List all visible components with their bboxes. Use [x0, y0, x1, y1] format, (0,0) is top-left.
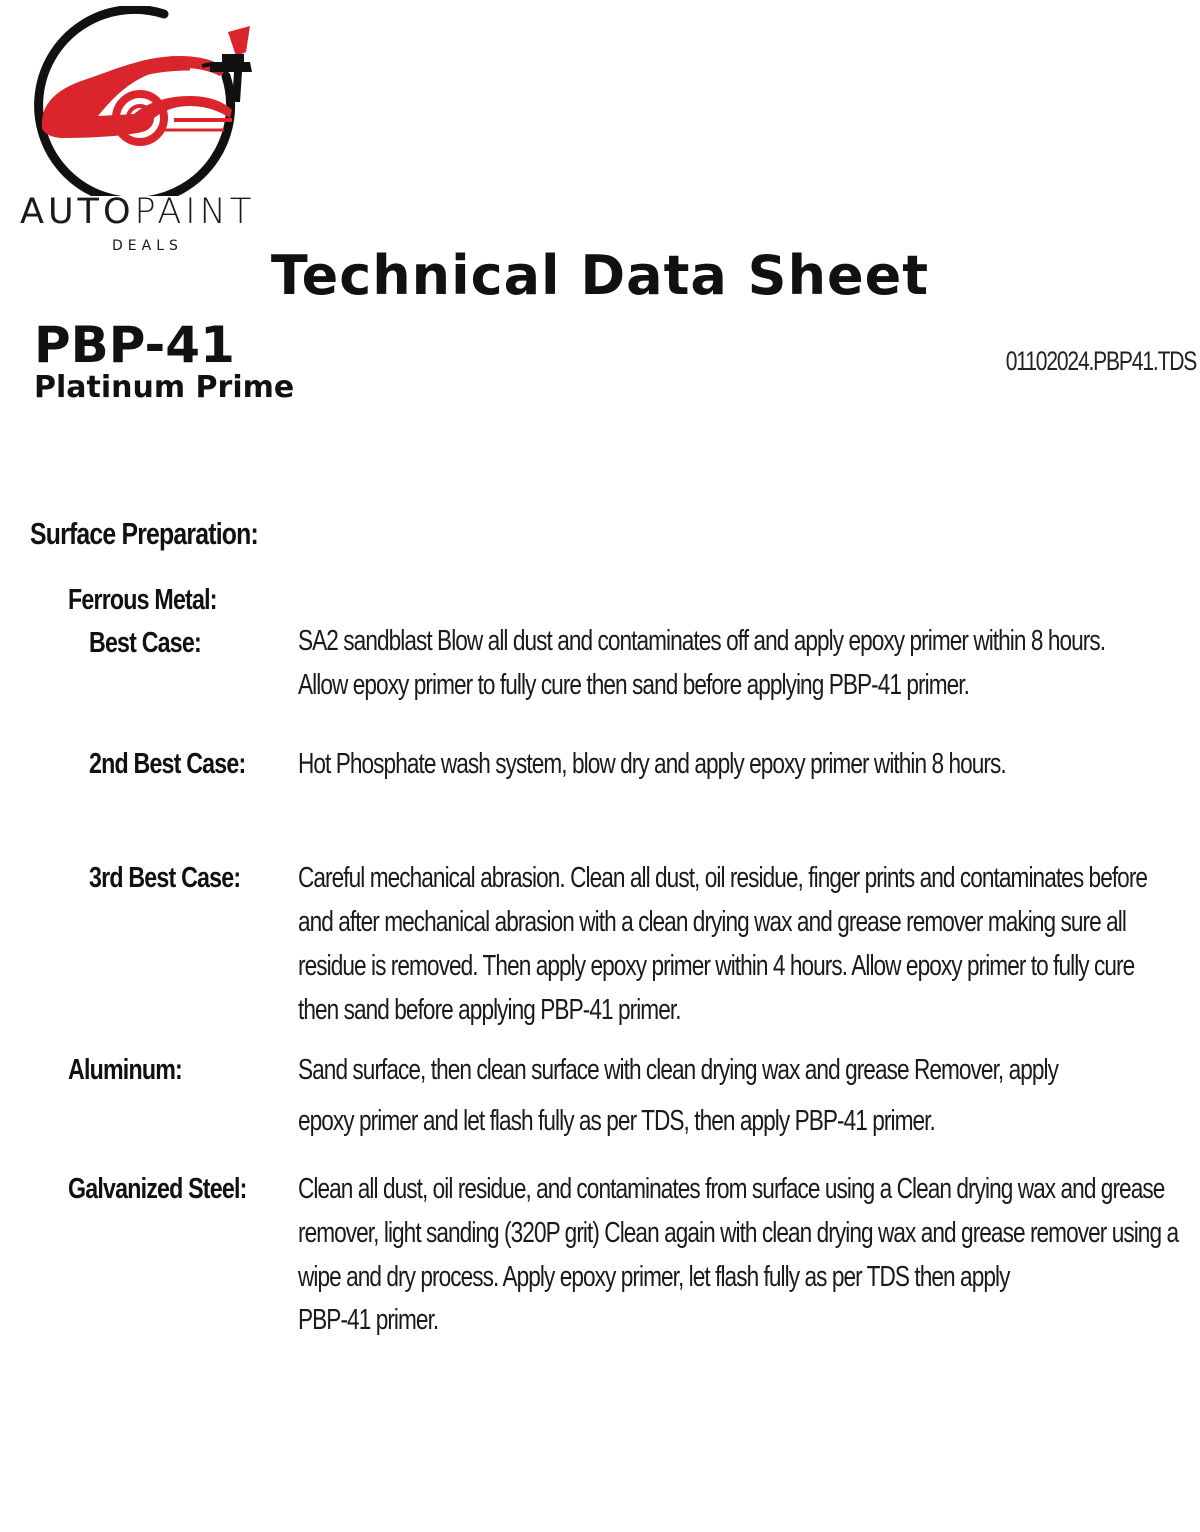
- brand-name-part2: PAINT: [134, 192, 256, 232]
- third-best-case-line: residue is removed. Then apply epoxy primer within 4 hours. Allow epoxy primer to fully cure: [298, 950, 1135, 982]
- label-third-best-case: 3rd Best Case:: [89, 862, 241, 894]
- third-best-case-line: then sand before applying PBP-41 primer.: [298, 994, 681, 1026]
- label-galvanized-steel: Galvanized Steel:: [68, 1173, 247, 1205]
- best-case-line: Allow epoxy primer to fully cure then sand before applying PBP-41 primer.: [298, 669, 969, 701]
- brand-logo: [14, 6, 294, 256]
- label-best-case: Best Case:: [89, 627, 201, 659]
- aluminum-line: epoxy primer and let flash fully as per TDS, then apply PBP-41 primer.: [298, 1105, 935, 1137]
- document-reference: 01102024.PBP41.TDS: [1005, 346, 1196, 376]
- galvanized-steel-line: wipe and dry process. Apply epoxy primer, let flash fully as per TDS then apply: [298, 1261, 1010, 1293]
- aluminum-line: Sand surface, then clean surface with clean drying wax and grease Remover, apply: [298, 1054, 1059, 1086]
- document-title: Technical Data Sheet: [270, 244, 930, 307]
- label-aluminum: Aluminum:: [68, 1054, 182, 1086]
- label-ferrous-metal: Ferrous Metal:: [68, 584, 217, 616]
- product-code: PBP-41: [34, 316, 235, 374]
- label-second-best-case: 2nd Best Case:: [89, 748, 246, 780]
- car-with-spray-gun-logo-icon: [14, 6, 294, 196]
- galvanized-steel-line: Clean all dust, oil residue, and contaminates from surface using a Clean drying wax and grease: [298, 1173, 1165, 1205]
- second-best-case-line: Hot Phosphate wash system, blow dry and apply epoxy primer within 8 hours.: [298, 748, 1006, 780]
- galvanized-steel-line: remover, light sanding (320P grit) Clean again with clean drying wax and grease remover using a: [298, 1217, 1179, 1249]
- brand-name-part1: AUTO: [20, 192, 135, 232]
- brand-name: [20, 192, 300, 232]
- brand-subname: DEALS: [112, 238, 183, 254]
- third-best-case-line: Careful mechanical abrasion. Clean all dust, oil residue, finger prints and contaminates before: [298, 862, 1148, 894]
- section-heading-surface-preparation: Surface Preparation:: [30, 516, 258, 551]
- best-case-line: SA2 sandblast Blow all dust and contaminates off and apply epoxy primer within 8 hours.: [298, 625, 1106, 657]
- third-best-case-line: and after mechanical abrasion with a clean drying wax and grease remover making sure all: [298, 906, 1126, 938]
- galvanized-steel-line: PBP-41 primer.: [298, 1304, 439, 1336]
- product-name: Platinum Prime: [34, 370, 295, 405]
